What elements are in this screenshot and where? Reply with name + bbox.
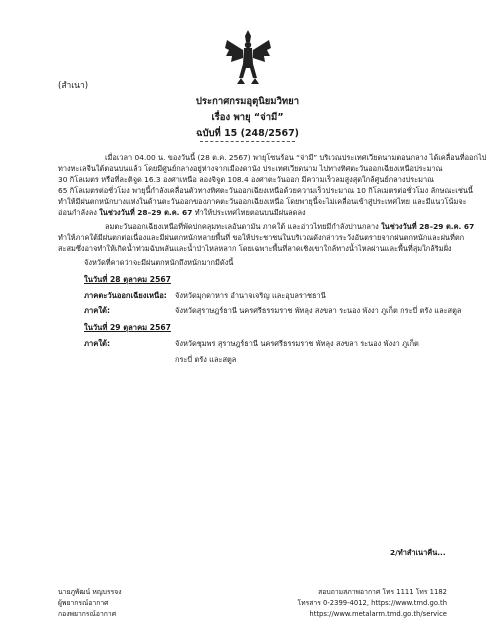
- announcement-number: ฉบับที่ 15 (248/2567): [195, 128, 300, 139]
- body-line-with-date: [105, 222, 474, 232]
- copy-note: (สำเนา): [58, 81, 89, 91]
- footer-author: นายภูพัฒน์ หญบรรจง: [58, 588, 122, 596]
- announcement-subject: เรื่อง พายุ “จ่ามี”: [211, 112, 284, 123]
- region-label: ภาคใต้:: [84, 306, 111, 315]
- footer-department: กองพยากรณ์อากาศ: [58, 610, 117, 618]
- province-list: จังหวัดมุกดาหาร อำนาจเจริญ และอุบลราชธานี: [175, 291, 326, 300]
- footer-link[interactable]: https://www.metalarm.tmd.go.th/service: [309, 610, 447, 618]
- title-divider: [200, 141, 295, 142]
- province-list: กระบี่ ตรัง และสตูล: [175, 355, 237, 364]
- bold-date-range: ในช่วงวันที่ 28–29 ต.ค. 67: [381, 222, 475, 231]
- region-label: ภาคใต้:: [84, 339, 111, 348]
- announcement-heading: ประกาศกรมอุตุนิยมวิทยา: [195, 96, 300, 107]
- body-text: ทำให้ประเทศไทยตอนบนมีฝนลดลง: [194, 208, 306, 217]
- body-line: 30 กิโลเมตร หรือที่ละติจูด 16.3 องศาเหนือ ลองจิจูด 108.4 องศาตะวันออก มีความเร็วลมสูงสุดใกล้ศูนย์กลางประมาณ: [58, 175, 434, 184]
- forecast-date: ในวันที่ 28 ตุลาคม 2567: [84, 275, 171, 284]
- body-line: สะสมซึ่งอาจทำให้เกิดน้ำท่วมฉับพลันและน้ำป่าไหลหลาก โดยเฉพาะพื้นที่ลาดเชิงเขาใกล้ทางน้ำไหลผ่านและพื้นที่ลุ่มใกล้ริมฝั่ง: [58, 244, 452, 253]
- body-text: ลมตะวันออกเฉียงเหนือที่พัดปกคลุมทะเลอันดามัน ภาคใต้ และอ่าวไทยมีกำลังปานกลาง: [105, 222, 379, 231]
- province-list: จังหวัดชุมพร สุราษฎร์ธานี นครศรีธรรมราช พัทลุง สงขลา ระนอง พังงา ภูเก็ต: [175, 339, 419, 348]
- body-line-with-date: [58, 208, 306, 218]
- body-line: ทางทะเลจีนใต้ตอนบนแล้ว โดยมีศูนย์กลางอยู่ห่างจากเมืองดานัง ประเทศเวียดนาม ไปทางทิศตะวันออกเฉียงเหนือประมาณ: [58, 164, 443, 173]
- continued-note: 2/ทำสำเนาคืน...: [390, 548, 446, 557]
- region-label: ภาคตะวันออกเฉียงเหนือ:: [84, 291, 167, 300]
- footer-position: ผู้พยากรณ์อากาศ: [58, 599, 109, 607]
- footer-contact: สอบถามสภาพอากาศ โทร 1111 โทร 1182: [318, 588, 447, 596]
- footer-fax: โทรสาร 0-2399-4012, https://www.tmd.go.th: [297, 599, 447, 607]
- garuda-emblem-icon: [223, 28, 273, 86]
- body-line: ทำให้ภาคใต้มีฝนตกต่อเนื่องและมีฝนตกหนักหลายพื้นที่ ขอให้ประชาชนในบริเวณดังกล่าวระวังอันตรายจากฝนตกหนักและฝนที่ตก: [58, 233, 465, 242]
- body-text: อ่อนกำลังลง: [58, 208, 97, 217]
- bold-date-range: ในช่วงวันที่ 28–29 ต.ค. 67: [99, 208, 193, 217]
- province-list: จังหวัดสุราษฎร์ธานี นครศรีธรรมราช พัทลุง สงขลา ระนอง พังงา ภูเก็ต กระบี่ ตรัง และสตูล: [175, 306, 462, 315]
- body-line: เมื่อเวลา 04.00 น. ของวันนี้ (28 ต.ค. 2567) พายุโซนร้อน “จ่ามี” บริเวณประเทศเวียดนามตอนกลาง ได้เคลื่อนที่ออกไป: [105, 153, 487, 162]
- body-line: ทำให้มีฝนตกหนักบางแห่งในด้านตะวันออกของภาคตะวันออกเฉียงเหนือ โดยพายุนี้จะไม่เคลื่อนเข้าสู่ประเทศไทย และมีแนวโน้มจะ: [58, 197, 467, 206]
- forecast-date: ในวันที่ 29 ตุลาคม 2567: [84, 323, 171, 332]
- body-line: 65 กิโลเมตรต่อชั่วโมง พายุนี้กำลังเคลื่อนตัวทางทิศตะวันออกเฉียงเหนือด้วยความเร็วประมาณ 10 กิโลเมตรต่อชั่วโมง ลักษณะเช่นนี้: [58, 186, 473, 195]
- body-line: จังหวัดที่คาดว่าจะมีฝนตกหนักถึงหนักมากมีดังนี้: [84, 258, 234, 267]
